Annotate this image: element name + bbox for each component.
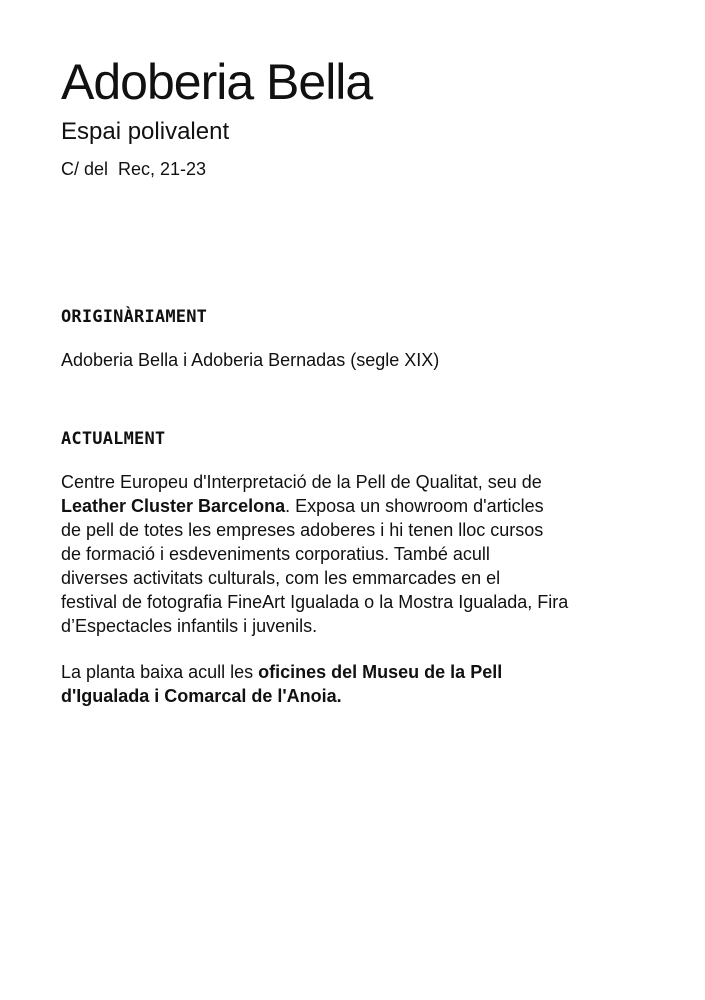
planta-line-1-plain: La planta baixa acull les — [61, 662, 259, 682]
page-subtitle: Espai polivalent — [61, 118, 230, 145]
actualment-line-1: Centre Europeu d'Interpretació de la Pell de Qualitat, seu de — [61, 472, 542, 492]
section-heading-originariament: ORIGINÀRIAMENT — [61, 307, 208, 327]
actualment-line-2 — [61, 494, 651, 518]
planta-line-1-bold: oficines del Museu de la Pell — [258, 662, 503, 682]
originariament-text: Adoberia Bella i Adoberia Bernadas (segle XIX) — [61, 350, 440, 370]
actualment-line-2-rest: . Exposa un showroom d'articles — [285, 496, 544, 516]
actualment-paragraph — [61, 470, 651, 638]
page-title: Adoberia Bella — [61, 54, 373, 110]
address: C/ del Rec, 21-23 — [61, 159, 207, 179]
actualment-line-6: festival de fotografia FineArt Igualada o la Mostra Igualada, Fira — [61, 592, 569, 612]
planta-line-1 — [61, 660, 651, 684]
planta-line-2 — [61, 684, 651, 708]
actualment-line-4: de formació i esdeveniments corporatius. També acull — [61, 544, 490, 564]
actualment-line-7: d’Espectacles infantils i juvenils. — [61, 616, 318, 636]
actualment-line-3: de pell de totes les empreses adoberes i hi tenen lloc cursos — [61, 520, 544, 540]
planta-line-2-bold: d'Igualada i Comarcal de l'Anoia. — [61, 686, 342, 706]
actualment-line-5: diverses activitats culturals, com les emmarcades en el — [61, 568, 501, 588]
planta-paragraph — [61, 660, 651, 708]
leather-cluster-name: Leather Cluster Barcelona — [61, 496, 286, 516]
section-heading-actualment: ACTUALMENT — [61, 429, 166, 449]
